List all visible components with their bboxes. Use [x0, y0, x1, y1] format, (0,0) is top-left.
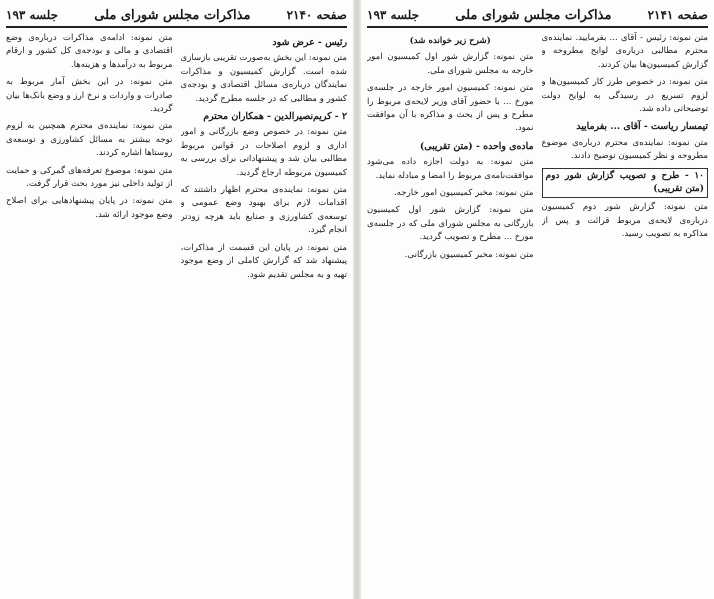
body-paragraph: متن نمونه: مخبر کمیسیون بازرگانی. — [404, 249, 534, 260]
body-paragraph: متن نمونه: نماینده‌ی محترم درباره‌ی موضوع مطروحه و نظر کمیسیون توضیح دادند. — [541, 137, 708, 162]
heading-text: تیمسار ریاست - آقای ... بفرمایید — [576, 121, 708, 133]
body-paragraph: متن نمونه: گزارش شور اول کمیسیون امور خارجه به مجلس شورای ملی. — [367, 52, 534, 76]
body-paragraph: متن نمونه: در خصوص طرز کار کمیسیون‌ها و لزوم تسریع در رسیدگی به لوایح دولت توضیحاتی داده شد. — [541, 77, 708, 115]
left-page-number: صفحه ۲۱۴۰ — [286, 8, 347, 22]
right-page-columns — [367, 32, 708, 591]
right-page-session: جلسه ۱۹۳ — [367, 8, 420, 22]
right-page — [361, 0, 714, 599]
left-page-column-right — [181, 32, 348, 591]
page-gutter — [353, 0, 361, 599]
heading-text: رئیس - عرض شود — [272, 37, 347, 48]
left-page-session: جلسه ۱۹۳ — [6, 8, 59, 22]
left-page-title: مذاکرات مجلس شورای ملی — [94, 7, 251, 23]
right-page-number: صفحه ۲۱۴۱ — [647, 8, 708, 22]
body-paragraph: متن نمونه: در پایان پیشنهادهایی برای اصلاح وضع موجود ارائه شد. — [6, 196, 173, 220]
body-paragraph: متن نمونه: گزارش شور اول کمیسیون بازرگانی به مجلس شورای ملی که در جلسه‌ی مورخ ... مطرح و تصویب گردید. — [367, 205, 534, 243]
body-paragraph: متن نمونه: این بخش به‌صورت تقریبی بازسازی شده است. گزارش کمیسیون و مذاکرات نمایندگان درباره‌ی مسائل اقتصادی و بودجه‌ی کشور و مطالبی که در جلسه مطرح گردید. — [180, 53, 347, 104]
left-page-columns — [6, 32, 347, 591]
body-paragraph: متن نمونه: در این بخش آمار مربوط به صادرات و واردات و نرخ ارز و وضع بانک‌ها بیان گردید. — [6, 77, 173, 115]
heading-text: ۲ - کریم‌نصیرالدین - همکاران محترم — [203, 111, 347, 123]
body-paragraph: متن نمونه: در پایان این قسمت از مذاکرات، پیشنهاد شد که گزارش کاملی از وضع موجود تهیه و به مجلس تقدیم شود. — [180, 242, 347, 280]
heading-text: ماده‌ی واحده - (متن تقریبی) — [419, 140, 534, 152]
left-page — [0, 0, 353, 599]
boxed-text: ۱۰ - طرح و تصویب گزارش شور دوم (متن تقریبی) — [542, 168, 709, 199]
body-paragraph: متن نمونه: در خصوص وضع بازرگانی و امور اداری و لزوم اصلاحات در قوانین مربوط مطالبی بیان شد و پیشنهاداتی برای بررسی به کمیسیون مربوطه ارجاع گردید. — [180, 127, 347, 178]
right-page-column-left — [367, 32, 534, 591]
body-paragraph: متن نمونه: رئیس - آقای ... بفرمایید. نماینده‌ی محترم مطالبی درباره‌ی لوایح مطروحه و گزارش کمیسیون‌ها بیان کردند. — [541, 33, 708, 70]
left-page-column-left — [6, 32, 173, 591]
body-paragraph: متن نمونه: گزارش شور دوم کمیسیون درباره‌ی لایحه‌ی مربوط قرائت و پس از مذاکره به تصویب رسید. — [541, 202, 708, 240]
right-page-header — [367, 4, 708, 28]
body-paragraph: متن نمونه: کمیسیون امور خارجه در جلسه‌ی مورخ ... با حضور آقای وزیر لایحه‌ی مربوط را مطرح و پس از بحث و مذاکره با آن موافقت نمود. — [367, 83, 534, 134]
right-page-title: مذاکرات مجلس شورای ملی — [455, 7, 612, 23]
body-paragraph: متن نمونه: مخبر کمیسیون امور خارجه. — [393, 188, 534, 199]
body-paragraph: متن نمونه: نماینده‌ی محترم اظهار داشتند که اقدامات لازم برای بهبود وضع عمومی و توسعه‌ی کشاورزی و صنایع باید هرچه زودتر انجام گیرد. — [180, 185, 347, 236]
center-text: (شرح زیر خوانده شد) — [409, 36, 491, 46]
body-paragraph: متن نمونه: موضوع تعرفه‌های گمرکی و حمایت از تولید داخلی نیز مورد بحث قرار گرفت. — [6, 165, 173, 190]
right-page-column-right — [542, 32, 709, 591]
body-paragraph: متن نمونه: ادامه‌ی مذاکرات درباره‌ی وضع اقتصادی و مالی و بودجه‌ی کل کشور و ارقام مربوط به درآمدها و هزینه‌ها. — [6, 33, 173, 70]
body-paragraph: متن نمونه: نماینده‌ی محترم همچنین به لزوم توجه بیشتر به مسائل کشاورزی و توسعه‌ی روستاها اشاره کردند. — [6, 121, 173, 159]
body-paragraph: متن نمونه: به دولت اجازه داده می‌شود موافقت‌نامه‌ی مربوط را امضا و مبادله نماید. — [367, 157, 534, 181]
left-page-header — [6, 4, 347, 28]
